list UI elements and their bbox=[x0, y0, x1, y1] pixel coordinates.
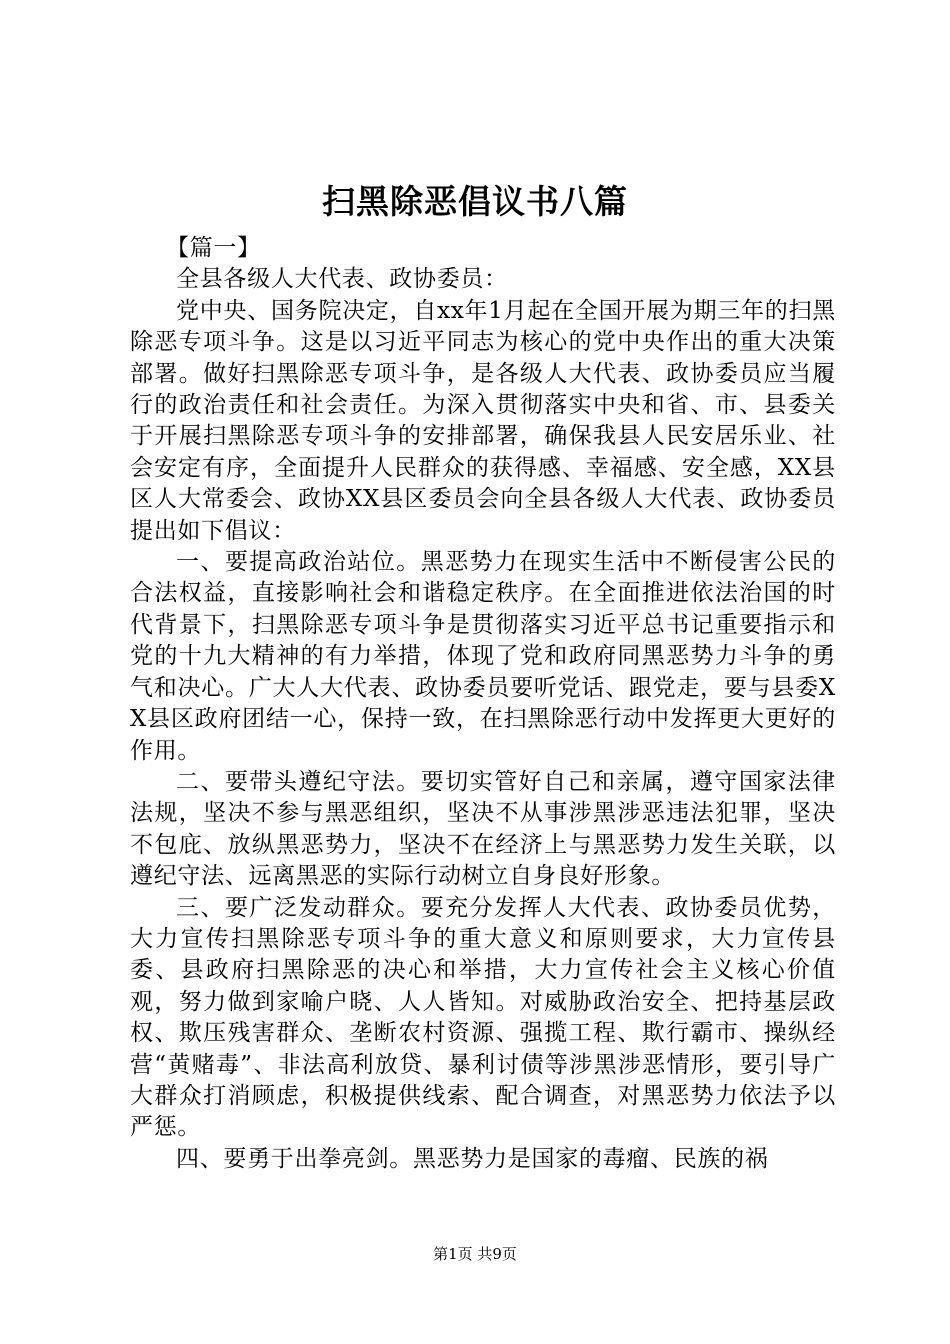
paragraph-point-3: 三、要广泛发动群众。要充分发挥人大代表、政协委员优势，大力宣传扫黑除恶专项斗争的重大意义和原则要求，大力宣传县委、县政府扫黑除恶的决心和举措，大力宣传社会主义核心价值观，努力做到家喻户晓、人人皆知。对威胁政治安全、把持基层政权、欺压残害群众、垄断农村资源、强揽工程、欺行霸市、操纵经营“黄赌毒”、非法高利放贷、暴利讨债等涉黑涉恶情形，要引导广大群众打消顾虑，积极提供线索、配合调查，对黑恶势力依法予以严惩。 bbox=[130, 894, 836, 1141]
paragraph-point-1: 一、要提高政治站位。黑恶势力在现实生活中不断侵害公民的合法权益，直接影响社会和谐稳定秩序。在全面推进依法治国的时代背景下，扫黑除恶专项斗争是贯彻落实习近平总书记重要指示和党的十九大精神的有力举措，体现了党和政府同黑恶势力斗争的勇气和决心。广大人大代表、政协委员要听党话、跟党走，要与县委XX县区政府团结一心，保持一致，在扫黑除恶行动中发挥更大更好的作用。 bbox=[130, 549, 836, 764]
document-title: 扫黑除恶倡议书八篇 bbox=[322, 182, 628, 221]
paragraph-point-2: 二、要带头遵纪守法。要切实管好自己和亲属，遵守国家法律法规，坚决不参与黑恶组织，坚决不从事涉黑涉恶违法犯罪，坚决不包庇、放纵黑恶势力，坚决不在经济上与黑恶势力发生关联，以遵纪守法、远离黑恶的实际行动树立自身良好形象。 bbox=[130, 768, 836, 890]
document-body bbox=[130, 233, 836, 1175]
paragraph-intro: 党中央、国务院决定，自xx年1月起在全国开展为期三年的扫黑除恶专项斗争。这是以习近平同志为核心的党中央作出的重大决策部署。做好扫黑除恶专项斗争，是各级人大代表、政协委员应当履行的政治责任和社会责任。为深入贯彻落实中央和省、市、县委关于开展扫黑除恶专项斗争的安排部署，确保我县人民安居乐业、社会安定有序，全面提升人民群众的获得感、幸福感、安全感，XX县区人大常委会、政协XX县区委员会向全县各级人大代表、政协委员提出如下倡议： bbox=[130, 297, 836, 544]
paragraph-point-4: 四、要勇于出拳亮剑。黑恶势力是国家的毒瘤、民族的祸 bbox=[176, 1145, 769, 1172]
salutation: 全县各级人大代表、政协委员： bbox=[176, 266, 508, 293]
section-heading: 【篇一】 bbox=[166, 235, 261, 261]
page-footer: 第1页 共9页 bbox=[433, 1245, 517, 1263]
